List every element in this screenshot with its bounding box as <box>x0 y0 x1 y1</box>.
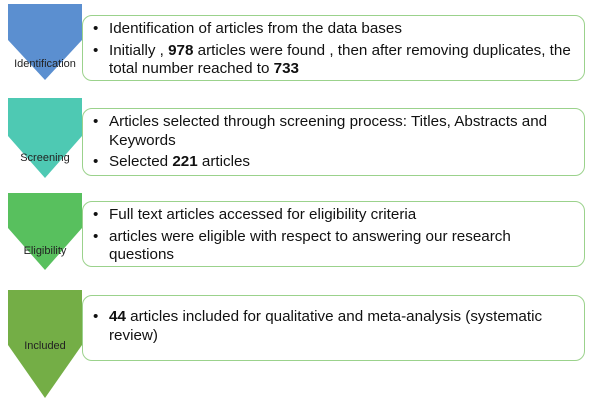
list-item: • Full text articles accessed for eligibility criteria <box>109 206 576 225</box>
list-item: • Selected 221 articles <box>109 153 576 172</box>
stage-label-screening: Screening <box>20 152 70 164</box>
list-item: • Initially , 978 articles were found , then after removing duplicates, the total number reached to 733 <box>109 42 576 79</box>
included-box <box>82 295 585 361</box>
screening-chevron <box>8 98 82 178</box>
eligibility-box <box>82 201 585 267</box>
identification-box <box>82 15 585 81</box>
eligibility-chevron <box>8 193 82 270</box>
list-item: • Articles selected through screening process: Titles, Abstracts and Keywords <box>109 113 576 150</box>
list-item: • articles were eligible with respect to answering our research questions <box>109 228 576 265</box>
screening-box <box>82 108 585 176</box>
stage-label-identification: Identification <box>14 58 76 70</box>
stage-label-included: Included <box>24 340 66 352</box>
stage-label-eligibility: Eligibility <box>23 245 67 257</box>
list-item: • 44 articles included for qualitative and meta-analysis (systematic review) <box>109 308 576 345</box>
list-item: • Identification of articles from the data bases <box>109 20 576 39</box>
